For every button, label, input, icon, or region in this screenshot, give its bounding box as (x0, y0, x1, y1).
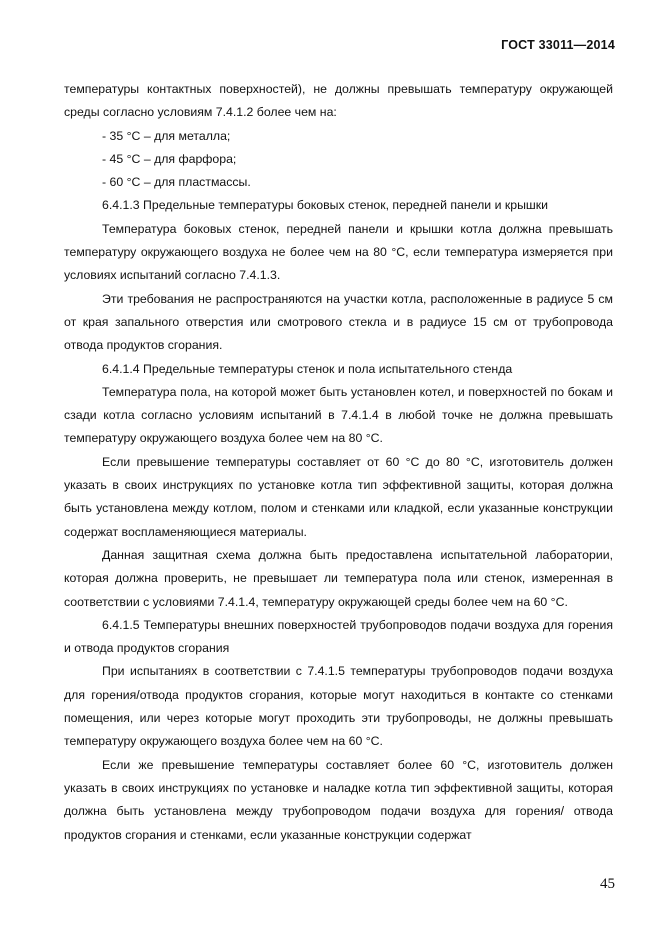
section-heading-6-4-1-3: 6.4.1.3 Предельные температуры боковых стенок, передней панели и крышки (102, 198, 549, 213)
standard-header: ГОСТ 33011—2014 (501, 38, 615, 52)
paragraph: При испытаниях в соответствии с 7.4.1.5 температуры трубопроводов подачи воздуха для горения/отвода продуктов сгорания, которые могут находиться в контакте со стенками помещения, или через которые могут проходить эти трубопроводы, не должны превышать температуру окружающего воздуха более чем на 60 °С. (64, 664, 613, 749)
list-item-porcelain: - 45 °С – для фарфора; (102, 151, 237, 166)
list-item-metal: - 35 °С – для металла; (102, 128, 231, 143)
document-body (64, 78, 613, 847)
paragraph: Данная защитная схема должна быть предоставлена испытательной лаборатории, которая должна проверить, не превышает ли температура пола или стенок, измеренная в соответствии с условиями 7.4.1.4, температуру окружающей среды более чем на 60 °С. (64, 547, 613, 609)
paragraph-continuation: температуры контактных поверхностей), не должны превышать температуру окружающей среды согласно условиям 7.4.1.2 более чем на: (64, 82, 613, 120)
paragraph: Эти требования не распространяются на участки котла, расположенные в радиусе 5 см от края запального отверстия или смотрового стекла и в радиусе 15 см от трубопровода отвода продуктов сгорания. (64, 291, 613, 353)
paragraph: Если же превышение температуры составляет более 60 °С, изготовитель должен указать в своих инструкциях по установке и наладке котла тип эффективной защиты, которая должна быть установлена между трубопроводом подачи воздуха для горения/ отвода продуктов сгорания и стенками, если указанные конструкции содержат (64, 757, 613, 842)
section-heading-6-4-1-5: 6.4.1.5 Температуры внешних поверхностей трубопроводов подачи воздуха для горения и отвода продуктов сгорания (64, 617, 613, 656)
paragraph: Если превышение температуры составляет от 60 °С до 80 °С, изготовитель должен указать в своих инструкциях по установке котла тип эффективной защиты, которая должна быть установлена между котлом, полом и стенками или кладкой, если указанные конструкции содержат воспламеняющиеся материалы. (64, 454, 613, 539)
paragraph: Температура пола, на которой может быть установлен котел, и поверхностей по бокам и сзади котла согласно условиям испытаний в 7.4.1.4 в любой точке не должна превышать температуру окружающего воздуха более чем на 80 °С. (64, 384, 613, 446)
paragraph: Температура боковых стенок, передней панели и крышки котла должна превышать температуру окружающего воздуха не более чем на 80 °С, если температура измеряется при условиях испытаний согласно 7.4.1.3. (64, 221, 613, 283)
list-item-plastic: - 60 °С – для пластмассы. (102, 175, 251, 190)
page-number: 45 (600, 876, 615, 892)
section-heading-6-4-1-4: 6.4.1.4 Предельные температуры стенок и пола испытательного стенда (102, 361, 513, 376)
